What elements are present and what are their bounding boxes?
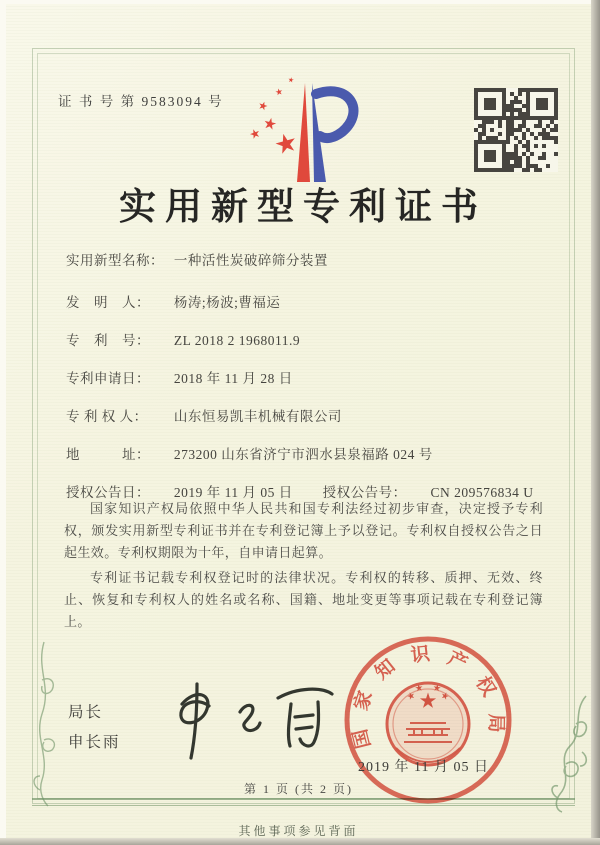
- field-value: 273200 山东省济宁市泗水县泉福路 024 号: [173, 447, 433, 462]
- field-value: 山东恒易凯丰机械有限公司: [173, 409, 342, 424]
- field-row-address: [66, 446, 541, 463]
- cnipa-logo-icon: [234, 70, 378, 190]
- scan-edge-right: [591, 0, 600, 845]
- field-value: CN 209576834 U: [430, 485, 534, 500]
- scan-edge-bottom: [0, 838, 600, 845]
- seal-text: 国家知识产权局: [350, 643, 507, 751]
- legal-paragraph-1: 国家知识产权局依照中华人民共和国专利法经过初步审查，决定授予专利权，颁发实用新型专利证书并在专利登记簿上予以登记。专利权自授权公告之日起生效。专利权期限为十年，自申请日起算。: [64, 501, 543, 560]
- field-value: ZL 2018 2 1968011.9: [173, 333, 301, 348]
- certificate-fields: [66, 252, 541, 522]
- field-label: 授权公告日：: [66, 485, 150, 500]
- qr-code: [474, 88, 558, 172]
- field-row-patent-no: [66, 332, 541, 349]
- field-row-patentee: [66, 408, 541, 425]
- handwritten-signature: [152, 672, 347, 768]
- director-title: 局长: [68, 704, 104, 721]
- signature-block: [68, 698, 121, 758]
- field-row-inventor: [66, 294, 541, 311]
- field-label: 专 利 号：: [66, 333, 150, 348]
- certificate-title: 实用新型专利证书: [119, 187, 487, 228]
- field-value: 2018 年 11 月 28 日: [173, 371, 293, 386]
- director-name: 申长雨: [68, 734, 121, 751]
- field-label: 实用新型名称：: [66, 253, 164, 268]
- back-note: 其他事项参见背面: [238, 824, 359, 838]
- certificate-paper: [6, 4, 591, 838]
- page-number: 第 1 页 (共 2 页): [244, 782, 353, 796]
- field-value: 杨涛;杨波;曹福运: [173, 295, 281, 310]
- seal-date: 2019 年 11 月 05 日: [358, 760, 489, 775]
- field-value: 一种活性炭破碎筛分装置: [173, 253, 328, 268]
- field-row-name: [66, 252, 541, 269]
- field-label: 专 利 权 人：: [66, 409, 148, 424]
- legal-paragraph-2: 专利证书记载专利权登记时的法律状况。专利权的转移、质押、无效、终止、恢复和专利权人的姓名或名称、国籍、地址变更等事项记载在专利登记簿上。: [64, 570, 543, 630]
- legal-text: [64, 498, 543, 637]
- field-row-filing-date: [66, 370, 541, 387]
- field-value: 2019 年 11 月 05 日: [173, 485, 293, 500]
- field-label: 发 明 人：: [66, 295, 150, 310]
- certificate-number: 证 书 号 第 9583094 号: [58, 94, 224, 109]
- field-label: 授权公告号：: [322, 485, 407, 500]
- field-label: 地 址：: [66, 447, 150, 462]
- field-label: 专利申请日：: [66, 371, 150, 386]
